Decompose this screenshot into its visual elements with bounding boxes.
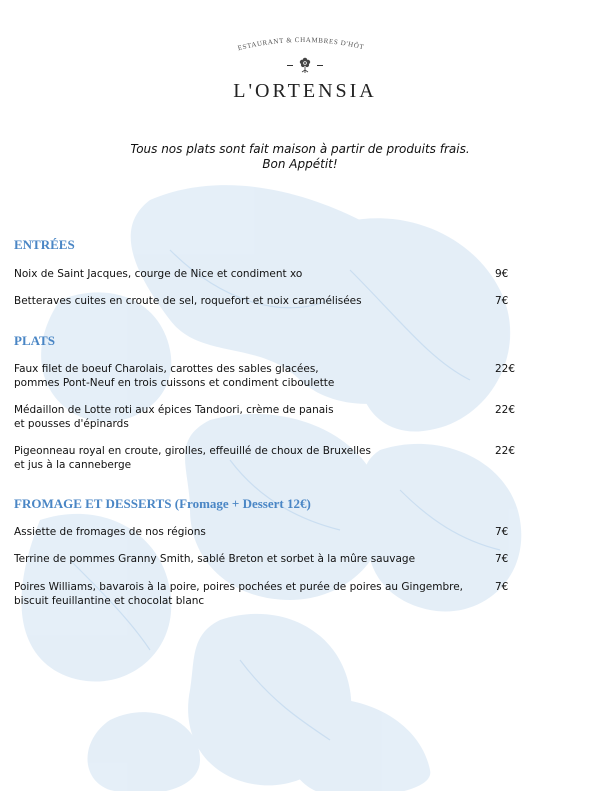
menu-item bbox=[14, 294, 494, 308]
hydrangea-flower-icon bbox=[298, 56, 312, 74]
menu-item bbox=[14, 444, 494, 472]
intro-text bbox=[100, 142, 500, 172]
menu-item bbox=[14, 267, 494, 281]
section-title-plats: PLATS bbox=[14, 333, 55, 348]
menu-item-line: Betteraves cuites en croute de sel, roquefort et noix caramélisées bbox=[14, 295, 362, 307]
menu-item-line: et jus à la canneberge bbox=[14, 459, 132, 471]
section-title-fromage-desserts: FROMAGE ET DESSERTS (Fromage + Dessert 12€) bbox=[14, 496, 311, 511]
divider bbox=[287, 65, 293, 66]
logo-tagline-arc bbox=[236, 30, 370, 52]
menu-item-line: et pousses d'épinards bbox=[14, 418, 129, 430]
intro-line: Bon Appétit! bbox=[262, 157, 338, 171]
menu-item-line: pommes Pont-Neuf en trois cuissons et condiment ciboulette bbox=[14, 377, 335, 389]
menu-item-price: 7€ bbox=[495, 526, 509, 538]
menu-item-line: Assiette de fromages de nos régions bbox=[14, 526, 206, 538]
menu-item-price: 22€ bbox=[495, 445, 516, 457]
logo-tagline-text: ESTAURANT & CHAMBRES D'HÔT bbox=[236, 35, 366, 52]
menu-item-price: 7€ bbox=[495, 295, 509, 307]
menu-item-price: 22€ bbox=[495, 363, 516, 375]
section-title-entrees: ENTRÉES bbox=[14, 237, 75, 252]
menu-item-price: 22€ bbox=[495, 404, 516, 416]
menu-item-line: Médaillon de Lotte roti aux épices Tandoori, crème de panais bbox=[14, 404, 334, 416]
menu-item-line: Faux filet de boeuf Charolais, carottes des sables glacées, bbox=[14, 363, 319, 375]
menu-item bbox=[14, 403, 494, 431]
restaurant-name: L'ORTENSIA bbox=[233, 80, 377, 102]
intro-line: Tous nos plats sont fait maison à partir de produits frais. bbox=[130, 142, 470, 156]
menu-item-price: 7€ bbox=[495, 553, 509, 565]
menu-item-line: Noix de Saint Jacques, courge de Nice et condiment xo bbox=[14, 268, 303, 280]
menu-item bbox=[14, 362, 494, 390]
svg-text:RESTAURANT & CHAMBRES D'HÔTES bbox=[236, 30, 365, 52]
menu-item-price: 9€ bbox=[495, 268, 509, 280]
menu-item-line: Pigeonneau royal en croute, girolles, effeuillé de choux de Bruxelles bbox=[14, 445, 371, 457]
menu-item-line: biscuit feuillantine et chocolat blanc bbox=[14, 595, 205, 607]
menu-item bbox=[14, 525, 494, 539]
logo-emblem bbox=[282, 55, 328, 75]
menu-item-line: Terrine de pommes Granny Smith, sablé Breton et sorbet à la mûre sauvage bbox=[14, 553, 416, 565]
menu-item-price: 7€ bbox=[495, 581, 509, 593]
menu-item bbox=[14, 580, 494, 608]
logo-tagline bbox=[236, 30, 370, 52]
menu-item-line: Poires Williams, bavarois à la poire, poires pochées et purée de poires au Gingembre, bbox=[14, 581, 463, 593]
menu-item bbox=[14, 552, 494, 566]
divider bbox=[317, 65, 323, 66]
